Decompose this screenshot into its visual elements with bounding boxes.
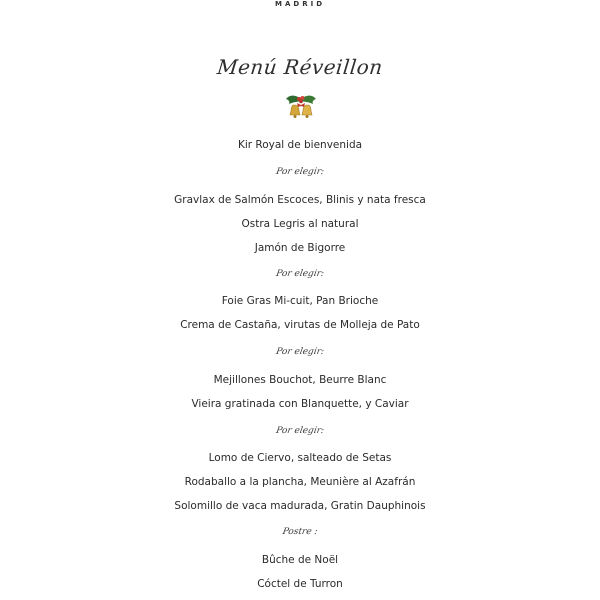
menu-item: Jamón de Bigorre: [254, 242, 346, 254]
section-heading: Postre :: [281, 527, 319, 537]
brand-name: MADRID: [275, 0, 325, 8]
menu-item: Bûche de Noël: [261, 554, 339, 566]
menu-item: Lomo de Ciervo, salteado de Setas: [208, 452, 392, 464]
menu-item: Cóctel de Turron: [257, 578, 343, 590]
menu-item: Foie Gras Mi-cuit, Pan Brioche: [221, 295, 379, 307]
welcome-drink: Kir Royal de bienvenida: [237, 139, 363, 151]
menu-item: Vieira gratinada con Blanquette, y Caviar: [191, 398, 409, 410]
menu-item: Solomillo de vaca madurada, Gratin Dauphinois: [174, 500, 426, 512]
section-heading: Por elegir:: [275, 347, 325, 357]
menu-item: Ostra Legris al natural: [241, 218, 359, 230]
section-heading: Por elegir:: [275, 167, 325, 177]
section-heading: Por elegir:: [275, 426, 325, 436]
christmas-bells-holly-icon: [284, 93, 318, 121]
section-heading: Por elegir:: [275, 269, 325, 279]
menu-item: Gravlax de Salmón Escoces, Blinis y nata fresca: [174, 194, 426, 206]
menu-item: Crema de Castaña, virutas de Molleja de Pato: [180, 319, 420, 331]
menu-item: Mejillones Bouchot, Beurre Blanc: [213, 374, 387, 386]
menu-item: Rodaballo a la plancha, Meunière al Azafrán: [184, 476, 416, 488]
menu-title: Menú Réveillon: [215, 55, 385, 79]
